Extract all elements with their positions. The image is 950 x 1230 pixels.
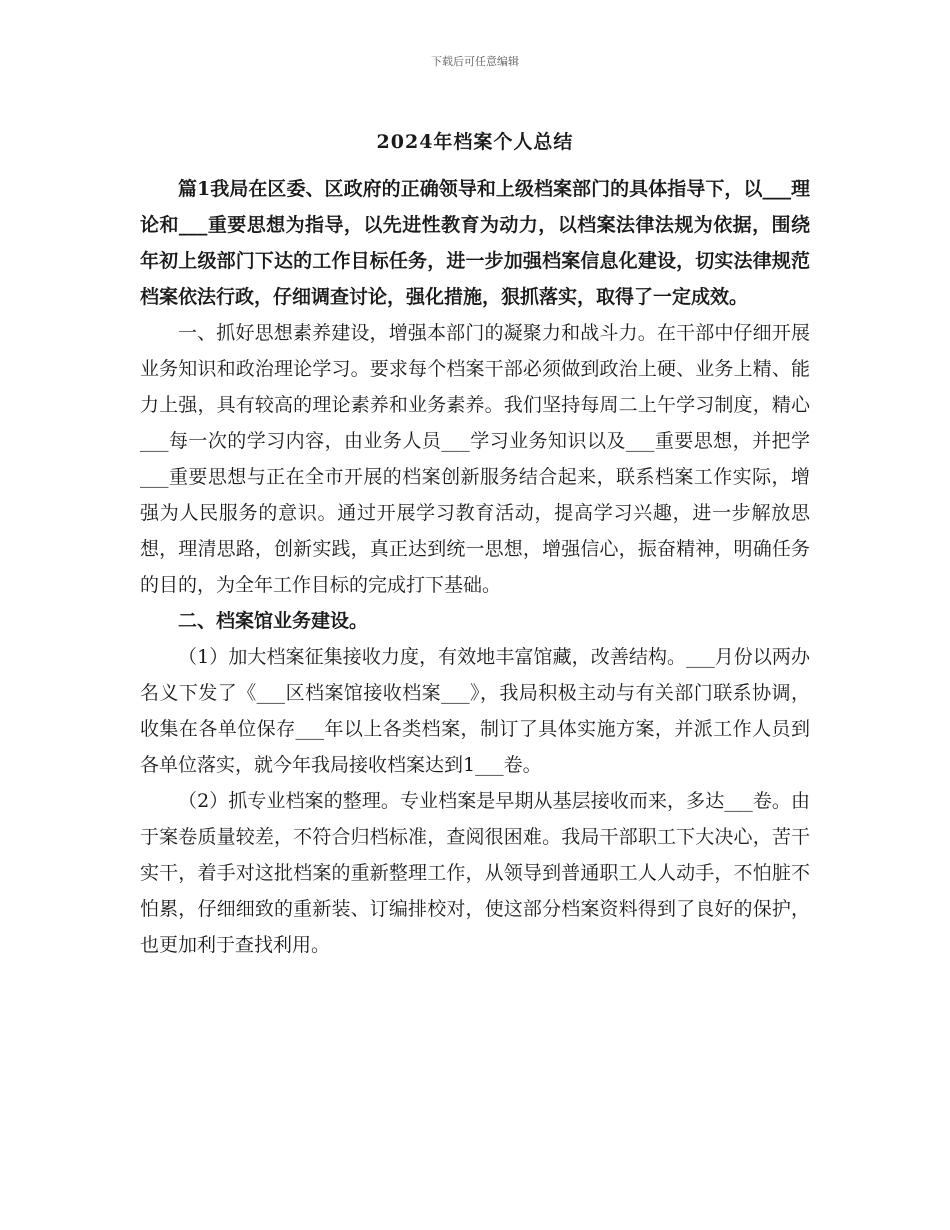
item-one-paragraph: （1）加大档案征集接收力度，有效地丰富馆藏，改善结构。___月份以两办名义下发了《___区档案馆接收档案___》，我局积极主动与有关部门联系协调，收集在各单位保存___年以上各类档案，制订了具体实施方案，并派工作人员到各单位落实，就今年我局接收档案达到1___卷。	[140, 646, 810, 776]
item-two-paragraph: （2）抓专业档案的整理。专业档案是早期从基层接收而来，多达___卷。由于案卷质量较差，不符合归档标准，查阅很困难。我局干部职工下大决心，苦干实干，着手对这批档案的重新整理工作，从领导到普通职工人人动手，不怕脏不怕累，仔细细致的重新装、订编排校对，使这部分档案资料得到了良好的保护，也更加利于查找利用。	[140, 790, 810, 956]
document-body	[140, 171, 810, 963]
document-title: 2024年档案个人总结	[376, 131, 574, 153]
intro-paragraph: 篇1我局在区委、区政府的正确领导和上级档案部门的具体指导下，以___理论和___重要思想为指导，以先进性教育为动力，以档案法律法规为依据，围绕年初上级部门下达的工作目标任务，进一步加强档案信息化建设，切实法律规范档案依法行政，仔细调查讨论，强化措施，狠抓落实，取得了一定成效。	[140, 178, 810, 308]
section-one-paragraph: 一、抓好思想素养建设，增强本部门的凝聚力和战斗力。在干部中仔细开展业务知识和政治理论学习。要求每个档案干部必须做到政治上硬、业务上精、能力上强，具有较高的理论素养和业务素养。我们坚持每周二上午学习制度，精心___每一次的学习内容，由业务人员___学习业务知识以及___重要思想，并把学___重要思想与正在全市开展的档案创新服务结合起来，联系档案工作实际，增强为人民服务的意识。通过开展学习教育活动，提高学习兴趣，进一步解放思想，理清思路，创新实践，真正达到统一思想，增强信心，振奋精神，明确任务的目的，为全年工作目标的完成打下基础。	[140, 322, 810, 596]
page-header: 下载后可任意编辑	[431, 55, 519, 68]
section-two-heading: 二、档案馆业务建设。	[178, 610, 369, 632]
